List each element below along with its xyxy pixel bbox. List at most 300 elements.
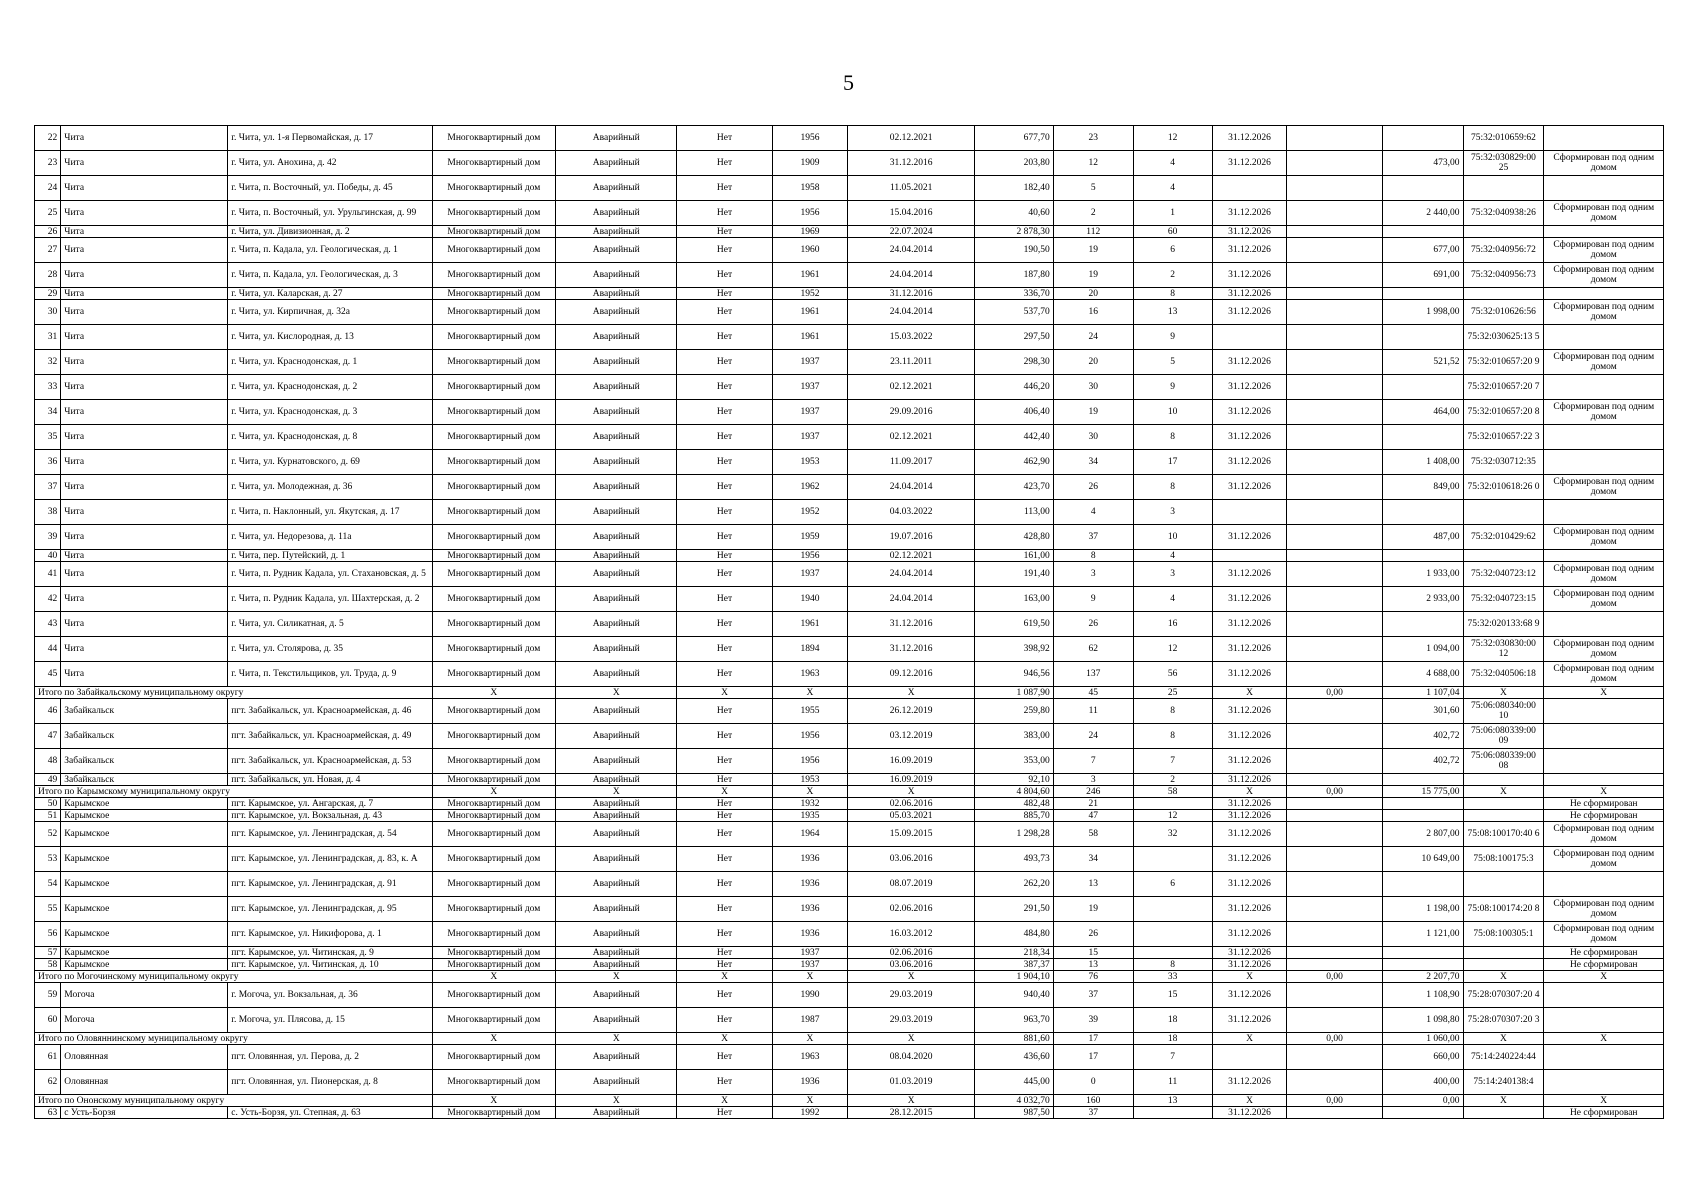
condition-cell: Аварийный	[556, 1045, 677, 1070]
row-number-cell: 40	[35, 550, 61, 562]
building-type-cell: Многоквартирный дом	[432, 1107, 555, 1119]
apartments-cell: 12	[1133, 126, 1212, 151]
apartments-cell: 17	[1133, 450, 1212, 475]
subtotal-condition-cell: X	[556, 1033, 677, 1045]
subtotal-residents-cell: 160	[1053, 1095, 1133, 1107]
address-cell: г. Чита, пер. Путейский, д. 1	[228, 550, 432, 562]
subtotal-land-area-cell: 1 060,00	[1382, 1033, 1463, 1045]
address-cell: пгт. Карымское, ул. Вокзальная, д. 43	[228, 810, 432, 822]
row-number-cell: 44	[35, 637, 61, 662]
row-number-cell: 43	[35, 612, 61, 637]
row-number-cell: 45	[35, 662, 61, 687]
row-number-cell: 29	[35, 288, 61, 300]
settlement-cell: Чита	[61, 562, 228, 587]
row-number-cell: 57	[35, 947, 61, 959]
address-cell: г. Чита, п. Восточный, ул. Урульгинская, д. 99	[228, 201, 432, 226]
flag-cell: Нет	[677, 774, 772, 786]
subtotal-empty-value-cell: 0,00	[1287, 1033, 1382, 1045]
residents-cell: 112	[1053, 226, 1133, 238]
land-status-cell	[1544, 872, 1664, 897]
area-cell: 423,70	[974, 475, 1053, 500]
empty-value-cell	[1287, 774, 1382, 786]
decision-date-cell: 11.09.2017	[848, 450, 974, 475]
building-type-cell: Многоквартирный дом	[432, 151, 555, 176]
apartments-cell: 8	[1133, 699, 1212, 724]
row-number-cell: 51	[35, 810, 61, 822]
building-type-cell: Многоквартирный дом	[432, 959, 555, 971]
apartments-cell: 56	[1133, 662, 1212, 687]
area-cell: 297,50	[974, 325, 1053, 350]
flag-cell: Нет	[677, 637, 772, 662]
address-cell: г. Чита, п. Рудник Кадала, ул. Стахановская, д. 5	[228, 562, 432, 587]
deadline-cell: 31.12.2026	[1212, 300, 1287, 325]
settlement-cell: Карымское	[61, 798, 228, 810]
residents-cell: 39	[1053, 1008, 1133, 1033]
address-cell: г. Чита, п. Текстильщиков, ул. Труда, д. 9	[228, 662, 432, 687]
row-number-cell: 23	[35, 151, 61, 176]
decision-date-cell: 24.04.2014	[848, 562, 974, 587]
residents-cell: 58	[1053, 822, 1133, 847]
build-year-cell: 1963	[772, 662, 848, 687]
residents-cell: 24	[1053, 325, 1133, 350]
build-year-cell: 1932	[772, 798, 848, 810]
empty-value-cell	[1287, 1107, 1382, 1119]
subtotal-deadline-cell: X	[1212, 1033, 1287, 1045]
condition-cell: Аварийный	[556, 450, 677, 475]
build-year-cell: 1956	[772, 126, 848, 151]
cadastral-number-cell	[1463, 947, 1544, 959]
area-cell: 187,80	[974, 263, 1053, 288]
decision-date-cell: 03.06.2016	[848, 959, 974, 971]
area-cell: 677,70	[974, 126, 1053, 151]
settlement-cell: Карымское	[61, 947, 228, 959]
subtotal-residents-cell: 246	[1053, 786, 1133, 798]
cadastral-number-cell: 75:14:240224:44	[1463, 1045, 1544, 1070]
land-status-cell: Сформирован под одним домом	[1544, 847, 1664, 872]
residents-cell: 11	[1053, 699, 1133, 724]
subtotal-flag-cell: X	[677, 786, 772, 798]
land-area-cell: 473,00	[1382, 151, 1463, 176]
deadline-cell	[1212, 550, 1287, 562]
address-cell: г. Чита, п. Кадала, ул. Геологическая, д. 1	[228, 238, 432, 263]
table-row	[35, 959, 1664, 971]
land-area-cell	[1382, 325, 1463, 350]
address-cell: г. Чита, ул. Недорезова, д. 11а	[228, 525, 432, 550]
empty-value-cell	[1287, 450, 1382, 475]
building-type-cell: Многоквартирный дом	[432, 922, 555, 947]
cadastral-number-cell: 75:32:040956:72	[1463, 238, 1544, 263]
area-cell: 291,50	[974, 897, 1053, 922]
subtotal-empty-value-cell: 0,00	[1287, 786, 1382, 798]
deadline-cell: 31.12.2026	[1212, 1008, 1287, 1033]
apartments-cell: 11	[1133, 1070, 1212, 1095]
flag-cell: Нет	[677, 798, 772, 810]
subtotal-empty-value-cell: 0,00	[1287, 687, 1382, 699]
decision-date-cell: 11.05.2021	[848, 176, 974, 201]
build-year-cell: 1894	[772, 637, 848, 662]
subtotal-land-area-cell: 15 775,00	[1382, 786, 1463, 798]
empty-value-cell	[1287, 500, 1382, 525]
land-status-cell	[1544, 724, 1664, 749]
building-type-cell: Многоквартирный дом	[432, 201, 555, 226]
build-year-cell: 1955	[772, 699, 848, 724]
apartments-cell	[1133, 922, 1212, 947]
table-row	[35, 749, 1664, 774]
land-area-cell: 464,00	[1382, 400, 1463, 425]
flag-cell: Нет	[677, 959, 772, 971]
empty-value-cell	[1287, 475, 1382, 500]
build-year-cell: 1935	[772, 810, 848, 822]
empty-value-cell	[1287, 562, 1382, 587]
land-area-cell	[1382, 126, 1463, 151]
address-cell: г. Чита, ул. Молодежная, д. 36	[228, 475, 432, 500]
subtotal-row	[35, 971, 1664, 983]
table-row	[35, 724, 1664, 749]
area-cell: 462,90	[974, 450, 1053, 475]
build-year-cell: 1937	[772, 959, 848, 971]
address-cell: пгт. Карымское, ул. Ленинградская, д. 95	[228, 897, 432, 922]
table-row	[35, 201, 1664, 226]
area-cell: 387,37	[974, 959, 1053, 971]
empty-value-cell	[1287, 724, 1382, 749]
settlement-cell: Чита	[61, 450, 228, 475]
settlement-cell: Чита	[61, 525, 228, 550]
apartments-cell: 32	[1133, 822, 1212, 847]
build-year-cell: 1936	[772, 897, 848, 922]
cadastral-number-cell	[1463, 872, 1544, 897]
flag-cell: Нет	[677, 325, 772, 350]
area-cell: 987,50	[974, 1107, 1053, 1119]
settlement-cell: Карымское	[61, 847, 228, 872]
decision-date-cell: 02.06.2016	[848, 947, 974, 959]
cadastral-number-cell: 75:32:010657:22 3	[1463, 425, 1544, 450]
empty-value-cell	[1287, 201, 1382, 226]
condition-cell: Аварийный	[556, 612, 677, 637]
condition-cell: Аварийный	[556, 872, 677, 897]
address-cell: пгт. Забайкальск, ул. Красноармейская, д. 49	[228, 724, 432, 749]
flag-cell: Нет	[677, 475, 772, 500]
housing-register-table	[34, 125, 1664, 1119]
condition-cell: Аварийный	[556, 662, 677, 687]
land-area-cell	[1382, 612, 1463, 637]
condition-cell: Аварийный	[556, 475, 677, 500]
table-row	[35, 699, 1664, 724]
table-row	[35, 375, 1664, 400]
cadastral-number-cell: 75:32:010657:20 9	[1463, 350, 1544, 375]
apartments-cell: 2	[1133, 774, 1212, 786]
table-row	[35, 1070, 1664, 1095]
deadline-cell: 31.12.2026	[1212, 375, 1287, 400]
cadastral-number-cell: 75:14:240138:4	[1463, 1070, 1544, 1095]
residents-cell: 26	[1053, 475, 1133, 500]
flag-cell: Нет	[677, 300, 772, 325]
cadastral-number-cell	[1463, 810, 1544, 822]
subtotal-build-year-cell: X	[772, 1095, 848, 1107]
condition-cell: Аварийный	[556, 226, 677, 238]
table-row	[35, 1107, 1664, 1119]
building-type-cell: Многоквартирный дом	[432, 872, 555, 897]
land-area-cell: 1 998,00	[1382, 300, 1463, 325]
subtotal-decision-date-cell: X	[848, 1095, 974, 1107]
subtotal-condition-cell: X	[556, 687, 677, 699]
row-number-cell: 25	[35, 201, 61, 226]
subtotal-apartments-cell: 33	[1133, 971, 1212, 983]
land-status-cell: Сформирован под одним домом	[1544, 475, 1664, 500]
build-year-cell: 1952	[772, 500, 848, 525]
settlement-cell: Чита	[61, 238, 228, 263]
settlement-cell: Карымское	[61, 959, 228, 971]
subtotal-row	[35, 1033, 1664, 1045]
build-year-cell: 1987	[772, 1008, 848, 1033]
condition-cell: Аварийный	[556, 637, 677, 662]
row-number-cell: 61	[35, 1045, 61, 1070]
condition-cell: Аварийный	[556, 126, 677, 151]
decision-date-cell: 08.07.2019	[848, 872, 974, 897]
land-area-cell	[1382, 1107, 1463, 1119]
deadline-cell: 31.12.2026	[1212, 983, 1287, 1008]
build-year-cell: 1961	[772, 300, 848, 325]
building-type-cell: Многоквартирный дом	[432, 350, 555, 375]
land-area-cell: 2 933,00	[1382, 587, 1463, 612]
deadline-cell: 31.12.2026	[1212, 1107, 1287, 1119]
build-year-cell: 1936	[772, 847, 848, 872]
subtotal-decision-date-cell: X	[848, 786, 974, 798]
area-cell: 1 298,28	[974, 822, 1053, 847]
building-type-cell: Многоквартирный дом	[432, 587, 555, 612]
decision-date-cell: 24.04.2014	[848, 475, 974, 500]
cadastral-number-cell: 75:08:100170:40 6	[1463, 822, 1544, 847]
area-cell: 428,80	[974, 525, 1053, 550]
address-cell: пгт. Оловянная, ул. Пионерская, д. 8	[228, 1070, 432, 1095]
empty-value-cell	[1287, 662, 1382, 687]
empty-value-cell	[1287, 587, 1382, 612]
deadline-cell: 31.12.2026	[1212, 400, 1287, 425]
condition-cell: Аварийный	[556, 550, 677, 562]
residents-cell: 34	[1053, 847, 1133, 872]
area-cell: 619,50	[974, 612, 1053, 637]
land-area-cell	[1382, 375, 1463, 400]
cadastral-number-cell	[1463, 959, 1544, 971]
deadline-cell: 31.12.2026	[1212, 126, 1287, 151]
deadline-cell: 31.12.2026	[1212, 562, 1287, 587]
building-type-cell: Многоквартирный дом	[432, 400, 555, 425]
decision-date-cell: 31.12.2016	[848, 637, 974, 662]
residents-cell: 0	[1053, 1070, 1133, 1095]
settlement-cell: Карымское	[61, 897, 228, 922]
deadline-cell: 31.12.2026	[1212, 612, 1287, 637]
build-year-cell: 1936	[772, 1070, 848, 1095]
land-area-cell: 4 688,00	[1382, 662, 1463, 687]
area-cell: 218,34	[974, 947, 1053, 959]
condition-cell: Аварийный	[556, 1107, 677, 1119]
cadastral-number-cell: 75:32:010626:56	[1463, 300, 1544, 325]
flag-cell: Нет	[677, 288, 772, 300]
condition-cell: Аварийный	[556, 300, 677, 325]
cadastral-number-cell: 75:32:030712:35	[1463, 450, 1544, 475]
subtotal-flag-cell: X	[677, 1095, 772, 1107]
building-type-cell: Многоквартирный дом	[432, 612, 555, 637]
subtotal-deadline-cell: X	[1212, 786, 1287, 798]
subtotal-area-cell: 1 904,10	[974, 971, 1053, 983]
building-type-cell: Многоквартирный дом	[432, 798, 555, 810]
area-cell: 445,00	[974, 1070, 1053, 1095]
empty-value-cell	[1287, 1070, 1382, 1095]
empty-value-cell	[1287, 263, 1382, 288]
apartments-cell: 6	[1133, 872, 1212, 897]
apartments-cell: 8	[1133, 288, 1212, 300]
build-year-cell: 1940	[772, 587, 848, 612]
deadline-cell	[1212, 176, 1287, 201]
address-cell: пгт. Забайкальск, ул. Красноармейская, д. 46	[228, 699, 432, 724]
land-area-cell: 677,00	[1382, 238, 1463, 263]
condition-cell: Аварийный	[556, 238, 677, 263]
build-year-cell: 1990	[772, 983, 848, 1008]
subtotal-land-status-cell: X	[1544, 1095, 1664, 1107]
flag-cell: Нет	[677, 151, 772, 176]
condition-cell: Аварийный	[556, 947, 677, 959]
row-number-cell: 38	[35, 500, 61, 525]
residents-cell: 16	[1053, 300, 1133, 325]
deadline-cell: 31.12.2026	[1212, 872, 1287, 897]
land-status-cell: Сформирован под одним домом	[1544, 822, 1664, 847]
residents-cell: 137	[1053, 662, 1133, 687]
land-status-cell	[1544, 1008, 1664, 1033]
table-row	[35, 1045, 1664, 1070]
cadastral-number-cell: 75:32:030625:13 5	[1463, 325, 1544, 350]
subtotal-empty-value-cell: 0,00	[1287, 1095, 1382, 1107]
area-cell: 946,56	[974, 662, 1053, 687]
decision-date-cell: 02.06.2016	[848, 897, 974, 922]
land-area-cell: 400,00	[1382, 1070, 1463, 1095]
subtotal-area-cell: 4 032,70	[974, 1095, 1053, 1107]
build-year-cell: 1959	[772, 525, 848, 550]
empty-value-cell	[1287, 238, 1382, 263]
settlement-cell: Чита	[61, 300, 228, 325]
flag-cell: Нет	[677, 226, 772, 238]
land-area-cell	[1382, 550, 1463, 562]
empty-value-cell	[1287, 637, 1382, 662]
subtotal-build-year-cell: X	[772, 1033, 848, 1045]
build-year-cell: 1962	[772, 475, 848, 500]
building-type-cell: Многоквартирный дом	[432, 500, 555, 525]
empty-value-cell	[1287, 288, 1382, 300]
cadastral-number-cell	[1463, 226, 1544, 238]
address-cell: пгт. Карымское, ул. Ленинградская, д. 91	[228, 872, 432, 897]
land-area-cell: 301,60	[1382, 699, 1463, 724]
address-cell: г. Чита, п. Наклонный, ул. Якутская, д. 17	[228, 500, 432, 525]
cadastral-number-cell: 75:32:010618:26 0	[1463, 475, 1544, 500]
table-row	[35, 637, 1664, 662]
flag-cell: Нет	[677, 587, 772, 612]
cadastral-number-cell: 75:32:040723:12	[1463, 562, 1544, 587]
cadastral-number-cell	[1463, 798, 1544, 810]
build-year-cell: 1953	[772, 774, 848, 786]
empty-value-cell	[1287, 897, 1382, 922]
residents-cell: 15	[1053, 947, 1133, 959]
build-year-cell: 1960	[772, 238, 848, 263]
cadastral-number-cell	[1463, 550, 1544, 562]
cadastral-number-cell: 75:32:010657:20 7	[1463, 375, 1544, 400]
building-type-cell: Многоквартирный дом	[432, 724, 555, 749]
flag-cell: Нет	[677, 699, 772, 724]
residents-cell: 12	[1053, 151, 1133, 176]
land-area-cell	[1382, 798, 1463, 810]
empty-value-cell	[1287, 300, 1382, 325]
building-type-cell: Многоквартирный дом	[432, 263, 555, 288]
area-cell: 383,00	[974, 724, 1053, 749]
building-type-cell: Многоквартирный дом	[432, 525, 555, 550]
residents-cell: 47	[1053, 810, 1133, 822]
build-year-cell: 1952	[772, 288, 848, 300]
subtotal-residents-cell: 17	[1053, 1033, 1133, 1045]
row-number-cell: 63	[35, 1107, 61, 1119]
cadastral-number-cell: 75:32:040956:73	[1463, 263, 1544, 288]
condition-cell: Аварийный	[556, 425, 677, 450]
build-year-cell: 1963	[772, 1045, 848, 1070]
residents-cell: 8	[1053, 550, 1133, 562]
settlement-cell: Чита	[61, 176, 228, 201]
building-type-cell: Многоквартирный дом	[432, 176, 555, 201]
address-cell: пгт. Карымское, ул. Ленинградская, д. 83, к. А	[228, 847, 432, 872]
condition-cell: Аварийный	[556, 983, 677, 1008]
subtotal-deadline-cell: X	[1212, 1095, 1287, 1107]
residents-cell: 34	[1053, 450, 1133, 475]
address-cell: пгт. Карымское, ул. Ленинградская, д. 54	[228, 822, 432, 847]
area-cell: 262,20	[974, 872, 1053, 897]
land-status-cell	[1544, 1045, 1664, 1070]
decision-date-cell: 24.04.2014	[848, 263, 974, 288]
empty-value-cell	[1287, 1008, 1382, 1033]
settlement-cell: Чита	[61, 126, 228, 151]
decision-date-cell: 16.09.2019	[848, 749, 974, 774]
flag-cell: Нет	[677, 126, 772, 151]
settlement-cell: Забайкальск	[61, 699, 228, 724]
area-cell: 482,48	[974, 798, 1053, 810]
table-row	[35, 325, 1664, 350]
area-cell: 446,20	[974, 375, 1053, 400]
cadastral-number-cell: 75:32:040723:15	[1463, 587, 1544, 612]
residents-cell: 37	[1053, 983, 1133, 1008]
row-number-cell: 33	[35, 375, 61, 400]
build-year-cell: 1964	[772, 822, 848, 847]
row-number-cell: 49	[35, 774, 61, 786]
area-cell: 484,80	[974, 922, 1053, 947]
address-cell: пгт. Карымское, ул. Ангарская, д. 7	[228, 798, 432, 810]
settlement-cell: Чита	[61, 201, 228, 226]
area-cell: 163,00	[974, 587, 1053, 612]
deadline-cell: 31.12.2026	[1212, 798, 1287, 810]
deadline-cell: 31.12.2026	[1212, 922, 1287, 947]
condition-cell: Аварийный	[556, 1070, 677, 1095]
table-row	[35, 450, 1664, 475]
flag-cell: Нет	[677, 662, 772, 687]
land-status-cell	[1544, 176, 1664, 201]
land-area-cell: 1 933,00	[1382, 562, 1463, 587]
residents-cell: 9	[1053, 587, 1133, 612]
land-area-cell: 402,72	[1382, 724, 1463, 749]
decision-date-cell: 03.12.2019	[848, 724, 974, 749]
area-cell: 259,80	[974, 699, 1053, 724]
land-area-cell	[1382, 947, 1463, 959]
subtotal-row	[35, 1095, 1664, 1107]
building-type-cell: Многоквартирный дом	[432, 983, 555, 1008]
table-row	[35, 810, 1664, 822]
settlement-cell: Чита	[61, 226, 228, 238]
deadline-cell: 31.12.2026	[1212, 749, 1287, 774]
flag-cell: Нет	[677, 749, 772, 774]
decision-date-cell: 16.09.2019	[848, 774, 974, 786]
subtotal-cadastral-number-cell: X	[1463, 1095, 1544, 1107]
